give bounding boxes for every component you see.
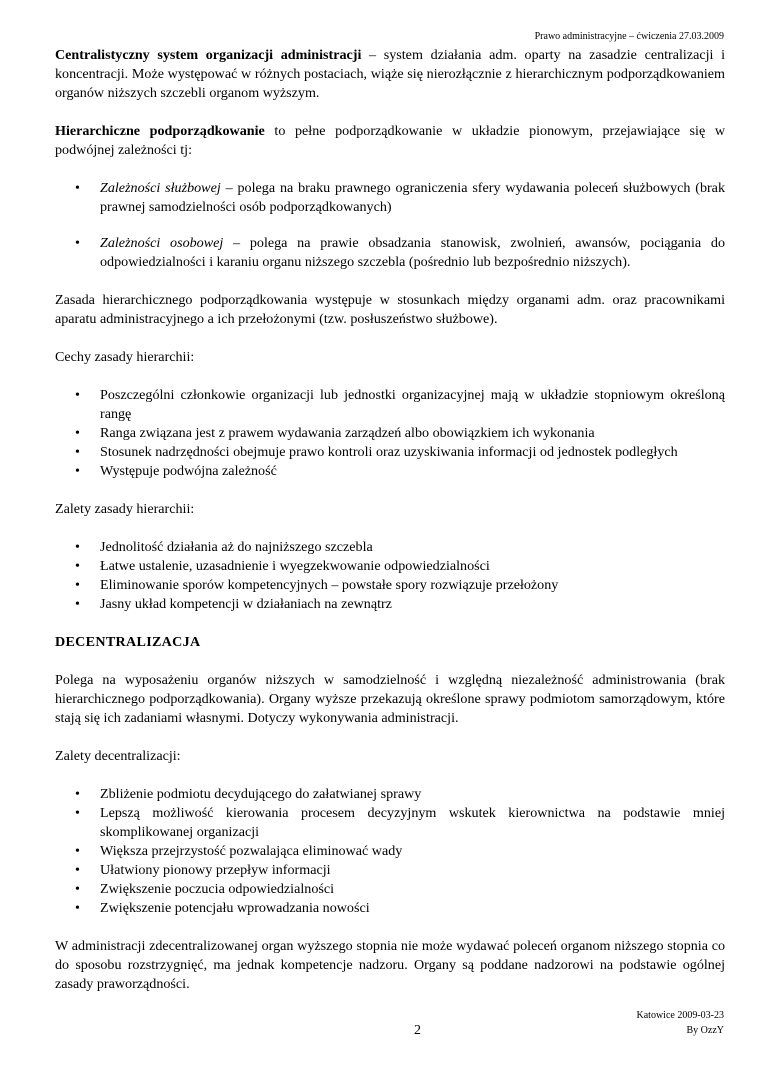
paragraph-hierarchical: Hierarchiczne podporządkowanie to pełne podporządkowanie w układzie pionowym, przejawiające się w podwójnej zależności tj: [55, 123, 725, 158]
bullet-icon: • [75, 882, 80, 897]
list-item: • Jasny układ kompetencji w działaniach na zewnątrz [75, 596, 392, 612]
list-item: • Ranga związana jest z prawem wydawania zarządzeń albo obowiązkiem ich wykonania [75, 425, 595, 441]
page-content [55, 46, 725, 1013]
features-heading: Cechy zasady hierarchii: [55, 349, 195, 365]
page-number: 2 [414, 1023, 421, 1038]
bullet-icon: • [75, 181, 80, 196]
list-item: • Zbliżenie podmiotu decydującego do załatwianej sprawy [75, 786, 422, 802]
bullet-icon: • [75, 787, 80, 802]
bullet-icon: • [75, 236, 80, 251]
bullet-icon: • [75, 559, 80, 574]
list-item: • Łatwe ustalenie, uzasadnienie i wyegzekwowanie odpowiedzialności [75, 558, 490, 574]
bullet-icon: • [75, 426, 80, 441]
advantages-heading: Zalety zasady hierarchii: [55, 501, 195, 517]
list-item: • Lepszą możliwość kierowania procesem decyzyjnym wskutek kierownictwa na podstawie mniej skomplikowanej organizacji [75, 805, 725, 840]
list-item: • Zależności osobowej – polega na prawie obsadzania stanowisk, zwolnień, awansów, pociągania do odpowiedzialności i karaniu organu niższego szczebla (pośrednio lub bezpośrednio niższych). [75, 235, 725, 270]
list-item: • Eliminowanie sporów kompetencyjnych – powstałe spory rozwiązuje przełożony [75, 577, 559, 593]
running-header: Prawo administracyjne – ćwiczenia 27.03.2009 [534, 31, 724, 42]
list-item: • Większa przejrzystość pozwalająca eliminować wady [75, 843, 403, 859]
bullet-icon: • [75, 578, 80, 593]
bullet-icon: • [75, 464, 80, 479]
bullet-icon: • [75, 388, 80, 403]
list-item: • Występuje podwójna zależność [75, 463, 277, 479]
list-item: • Stosunek nadrzędności obejmuje prawo kontroli oraz uzyskiwania informacji od jednostek podległych [75, 444, 678, 460]
list-item: • Poszczególni członkowie organizacji lub jednostki organizacyjnej mają w układzie stopniowym określoną rangę [75, 387, 725, 422]
list-item: • Zależności służbowej – polega na braku prawnego ograniczenia sfery wydawania poleceń służbowych (brak prawnej samodzielności osób podporządkowanych) [75, 180, 725, 215]
bullet-icon: • [75, 540, 80, 555]
advantages-list [55, 538, 725, 614]
bullet-icon: • [75, 806, 80, 821]
list-item: • Zwiększenie potencjału wprowadzania nowości [75, 900, 370, 916]
decentralization-advantages-list [55, 785, 725, 918]
term-hierarchical: Hierarchiczne podporządkowanie [55, 123, 265, 139]
bullet-icon: • [75, 445, 80, 460]
paragraph-centralization: Centralistyczny system organizacji administracji – system działania adm. oparty na zasadzie centralizacji i koncentracji. Może występować w różnych postaciach, wiąże się nierozłącznie z hierarchicznym podporządkowaniem organów niższych szczebli organom wyższym. [55, 47, 725, 101]
features-list [55, 386, 725, 481]
dependencies-list [55, 179, 725, 272]
paragraph-decentralization: Polega na wyposażeniu organów niższych w samodzielność i względną niezależność administrowania (brak hierarchicznego podporządkowania). Organy wyższe przekazują określone sprawy podmiotom samorządowym, które stają się ich zadaniami własnymi. Dotyczy wykonywania administracji. [55, 672, 725, 726]
section-heading-decentralization: DECENTRALIZACJA [55, 634, 201, 650]
bullet-icon: • [75, 844, 80, 859]
bullet-icon: • [75, 901, 80, 916]
term-centralization: Centralistyczny system organizacji administracji [55, 47, 362, 63]
bullet-icon: • [75, 863, 80, 878]
bullet-icon: • [75, 597, 80, 612]
paragraph-principle: Zasada hierarchicznego podporządkowania występuje w stosunkach między organami adm. oraz pracownikami aparatu administracyjnego a ich przełożonymi (tzw. posłuszeństwo służbowe). [55, 292, 725, 327]
footer-author: By OzzY [686, 1025, 724, 1036]
list-item: • Zwiększenie poczucia odpowiedzialności [75, 881, 335, 897]
list-item: • Ułatwiony pionowy przepływ informacji [75, 862, 331, 878]
page-footer [637, 1008, 724, 1038]
paragraph-supervision: W administracji zdecentralizowanej organ wyższego stopnia nie może wydawać poleceń organom niższego stopnia co do sposobu rozstrzygnięć, ma jednak kompetencje nadzoru. Organy są poddane nadzorowi na podstawie ogólnej zasady praworządności. [55, 938, 725, 992]
decentralization-advantages-heading: Zalety decentralizacji: [55, 748, 181, 764]
list-item: • Jednolitość działania aż do najniższego szczebla [75, 539, 373, 555]
footer-place-date: Katowice 2009-03-23 [636, 1010, 724, 1021]
